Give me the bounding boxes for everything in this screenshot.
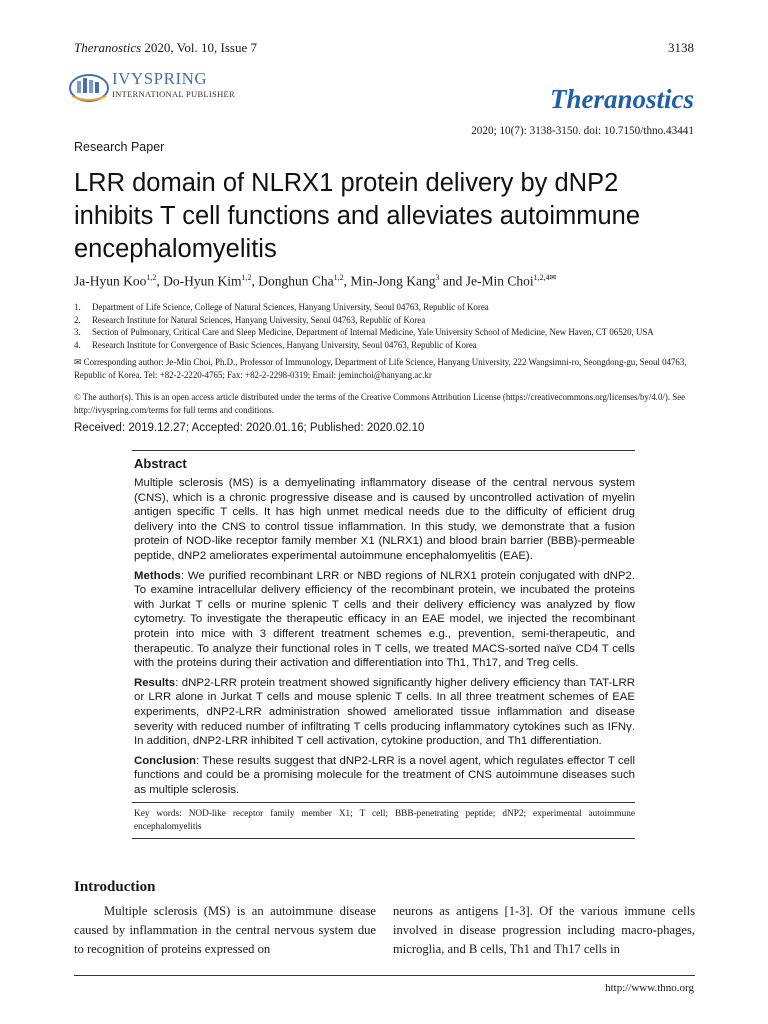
- author-affiliation-marks: 3: [435, 273, 440, 282]
- keywords: Key words: NOD-like receptor family member X1; T cell; BBB-penetrating peptide; dNP2; experimental autoimmune encephalomyelitis: [134, 809, 635, 832]
- affiliation-number: 2.: [74, 314, 81, 325]
- license-notice: © The author(s). This is an open access article distributed under the terms of the Creative Commons Attribution License (https://creativecommons.org/licenses/by/4.0/). See http://ivyspring.com/terms for full terms and conditions.: [74, 392, 686, 415]
- running-head-journal: Theranostics: [74, 40, 142, 55]
- author-affiliation-marks: 1,2: [333, 273, 344, 282]
- affiliation-text: Research Institute for Convergence of Basic Sciences, Hanyang University, Seoul 04763, Republic of Korea: [92, 339, 477, 350]
- author-name: Donghun Cha: [258, 273, 334, 289]
- methods-text: : We purified recombinant LRR or NBD regions of NLRX1 protein conjugated with dNP2. To examine intracellular delivery efficiency of the recombinant protein, we incubated the proteins with Jurkat T cells or murine splenic T cells and their delivery efficiency was analyzed by flow cytometry. To investigate the therapeutic efficacy in an EAE model, we injected the recombinant protein into mice with 3 different treatment schemes e.g., prevention, semi-therapeutic, and therapeutic. To analyze their functional roles in T cells, we treated MACS-sorted naïve CD4 T cells with the proteins during their activation and differentiation into Th1, Th17, and Treg cells.: [134, 569, 635, 670]
- conclusion-label: Conclusion: [134, 754, 197, 767]
- introduction-heading: Introduction: [74, 879, 156, 895]
- author-separator: ,: [343, 273, 351, 289]
- introduction-left-column: Multiple sclerosis (MS) is an autoimmune disease caused by inflammation in the central nervous system due to recognition of proteins expressed on: [74, 904, 376, 956]
- author-separator: and: [439, 273, 466, 289]
- author-name: Ja-Hyun Koo: [74, 273, 147, 289]
- publisher-subtitle: INTERNATIONAL PUBLISHER: [112, 89, 235, 99]
- publisher-name: IVYSPRING: [112, 69, 208, 88]
- affiliation-text: Section of Pulmonary, Critical Care and Sleep Medicine, Department of Internal Medicine, Yale University School of Medicine, New Haven, CT 06520, USA: [92, 327, 654, 338]
- ivyspring-logo-icon: [68, 72, 110, 104]
- citation: 2020; 10(7): 3138-3150. doi: 10.7150/thno.43441: [471, 125, 694, 137]
- affiliation-text: Research Institute for Natural Sciences, Hanyang University, Seoul 04763, Republic of Korea: [92, 314, 426, 325]
- abstract-top-rule: [132, 450, 635, 451]
- methods-label: Methods: [134, 569, 181, 582]
- abstract-background: Multiple sclerosis (MS) is a demyelinating inflammatory disease of the central nervous system (CNS), which is a chronic progressive disease and is caused by uncontrolled activation of myelin antigen specific T cells. It has high unmet medical needs due to the difficulty of efficient drug delivery into the CNS to control tissue inflammation. In this study, we demonstrate that a fusion protein of NOD-like receptor family member X1 (NLRX1) and blood brain barrier (BBB)-permeable peptide, dNP2 ameliorates experimental autoimmune encephalomyelitis (EAE).: [134, 477, 635, 562]
- author-affiliation-marks: 1,2,4✉: [533, 273, 557, 282]
- results-label: Results: [134, 676, 176, 689]
- author-separator: ,: [156, 273, 164, 289]
- affiliation-text: Department of Life Science, College of Natural Sciences, Hanyang University, Seoul 04763, Republic of Korea: [92, 302, 489, 312]
- author-name: Min-Jong Kang: [350, 273, 436, 289]
- footer-url[interactable]: http://www.thno.org: [605, 982, 694, 994]
- article-title: LRR domain of NLRX1 protein delivery by dNP2 inhibits T cell functions and alleviates autoimmune encephalomyelitis: [74, 169, 641, 263]
- affiliation-item: [74, 326, 704, 339]
- affiliation-item: [74, 314, 704, 327]
- affiliation-item: [74, 301, 704, 314]
- affiliation-number: 4.: [74, 339, 81, 350]
- author-name: Je-Min Choi: [465, 273, 534, 289]
- abstract-bottom-rule: [132, 838, 635, 839]
- received-dates: Received: 2019.12.27; Accepted: 2020.01.16; Published: 2020.02.10: [74, 422, 425, 434]
- author-separator: ,: [251, 273, 259, 289]
- affiliation-number: 1.: [74, 302, 81, 312]
- introduction-right-column: neurons as antigens [1-3]. Of the various immune cells involved in disease progression including macro-phages, microglia, and B cells, Th1 and Th17 cells in: [393, 904, 695, 956]
- abstract-heading: Abstract: [134, 456, 187, 471]
- abstract-middle-rule: [132, 802, 635, 803]
- affiliation-item: [74, 339, 704, 352]
- author-affiliation-marks: 1,2: [241, 273, 252, 282]
- article-type: Research Paper: [74, 140, 165, 154]
- corresponding-author: ✉ Corresponding author: Je-Min Choi, Ph.D., Professor of Immunology, Department of Life Science, Hanyang University, 222 Wangsimni-ro, Seongdong-gu, Seoul 04763, Republic of Korea. Tel: +82-2-2220-4765; Fax: +82-2-2298-0319; Email: jeminchoi@hanyang.ac.kr: [74, 357, 687, 380]
- journal-logo: Theranostics: [549, 84, 694, 114]
- abstract-methods: [134, 569, 635, 671]
- abstract-box: [132, 450, 635, 839]
- author-list: [74, 273, 556, 290]
- conclusion-text: : These results suggest that dNP2-LRR is a novel agent, which regulates effector T cell functions and could be a promising molecule for the treatment of CNS autoimmune diseases such as multiple sclerosis.: [134, 754, 635, 796]
- footer-rule: [74, 975, 695, 976]
- abstract-results: [134, 676, 635, 749]
- affiliation-number: 3.: [74, 327, 81, 338]
- author-name: Do-Hyun Kim: [163, 273, 242, 289]
- author-affiliation-marks: 1,2: [146, 273, 157, 282]
- results-text: : dNP2-LRR protein treatment showed significantly higher delivery efficiency than TAT-LRR or LRR alone in Jurkat T cells and mouse splenic T cells. In all three treatment schemes of EAE experiments, dNP2-LRR administration showed ameliorated tissue inflammation and disease severity with reduced number of infiltrating T cells producing inflammatory cytokines such as IFNγ. In addition, dNP2-LRR inhibited T cell activation, cytokine production, and Th1 differentiation.: [134, 676, 635, 748]
- affiliation-list: [74, 301, 704, 351]
- page-number: 3138: [668, 40, 694, 55]
- running-head: [74, 40, 257, 56]
- abstract-conclusion: [134, 754, 635, 798]
- running-head-issue: 2020, Vol. 10, Issue 7: [141, 40, 257, 55]
